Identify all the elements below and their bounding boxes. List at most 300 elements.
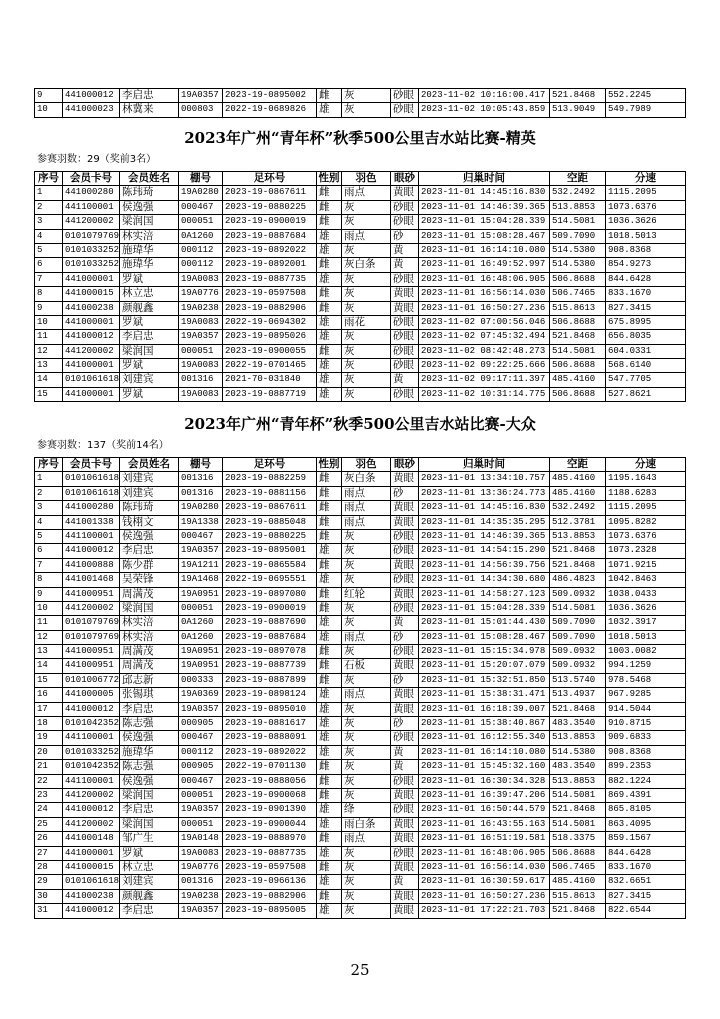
column-header-speed: 分速 xyxy=(606,172,686,186)
cell-ring-no: 2022-19-0695551 xyxy=(223,573,317,587)
cell-distance: 513.8853 xyxy=(550,201,606,215)
table-row xyxy=(35,230,686,244)
cell-ring-no: 2022-19-0701130 xyxy=(223,760,317,774)
cell-eye: 黄眼 xyxy=(391,472,419,486)
cell-sex: 雄 xyxy=(317,616,342,630)
cell-speed: 882.1224 xyxy=(606,775,686,789)
cell-sex: 雄 xyxy=(317,717,342,731)
cell-loft-no: 0A1260 xyxy=(179,230,223,244)
cell-arrival-time: 2023-11-02 07:45:32.494 xyxy=(419,330,550,344)
cell-loft-no: 19A0357 xyxy=(179,89,223,103)
cell-eye: 黄眼 xyxy=(391,861,419,875)
table-row xyxy=(35,359,686,373)
cell-speed: 1073.6376 xyxy=(606,201,686,215)
table-row xyxy=(35,487,686,501)
column-header-loft-no: 棚号 xyxy=(179,172,223,186)
cell-eye: 黄眼 xyxy=(391,501,419,515)
cell-loft-no: 000905 xyxy=(179,717,223,731)
cell-distance: 506.8688 xyxy=(550,316,606,330)
cell-ring-no: 2023-19-0895026 xyxy=(223,330,317,344)
cell-speed: 1032.3917 xyxy=(606,616,686,630)
cell-speed: 822.6544 xyxy=(606,904,686,918)
cell-distance: 509.7090 xyxy=(550,230,606,244)
column-header-eye: 眼砂 xyxy=(391,172,419,186)
cell-eye: 砂 xyxy=(391,674,419,688)
table-row xyxy=(35,516,686,530)
cell-feather-color: 灰 xyxy=(342,760,391,774)
cell-loft-no: 000905 xyxy=(179,760,223,774)
cell-feather-color: 灰 xyxy=(342,530,391,544)
cell-feather-color: 灰 xyxy=(342,287,391,301)
column-header-distance: 空距 xyxy=(550,172,606,186)
cell-ring-no: 2023-19-0888970 xyxy=(223,832,317,846)
cell-loft-no: 19A0357 xyxy=(179,330,223,344)
cell-feather-color: 灰 xyxy=(342,731,391,745)
cell-rank: 12 xyxy=(35,631,63,645)
table-row xyxy=(35,688,686,702)
cell-member-id: 441000238 xyxy=(63,890,120,904)
cell-distance: 515.8613 xyxy=(550,890,606,904)
cell-speed: 827.3415 xyxy=(606,890,686,904)
cell-sex: 雄 xyxy=(317,875,342,889)
column-header-sex: 性别 xyxy=(317,458,342,472)
cell-arrival-time: 2023-11-01 14:46:39.365 xyxy=(419,530,550,544)
cell-member-name: 侯逸强 xyxy=(120,201,179,215)
cell-member-id: 441000012 xyxy=(63,703,120,717)
cell-distance: 506.8688 xyxy=(550,847,606,861)
cell-loft-no: 001316 xyxy=(179,472,223,486)
cell-feather-color: 灰 xyxy=(342,703,391,717)
cell-loft-no: 000803 xyxy=(179,103,223,117)
table-row xyxy=(35,631,686,645)
cell-loft-no: 000467 xyxy=(179,731,223,745)
cell-speed: 1036.3626 xyxy=(606,215,686,229)
cell-distance: 485.4160 xyxy=(550,472,606,486)
cell-arrival-time: 2023-11-01 14:54:15.290 xyxy=(419,544,550,558)
cell-eye: 黄眼 xyxy=(391,818,419,832)
cell-member-id: 441200002 xyxy=(63,818,120,832)
cell-ring-no: 2023-19-0882906 xyxy=(223,302,317,316)
cell-member-name: 施瑋华 xyxy=(120,746,179,760)
cell-eye: 黄 xyxy=(391,616,419,630)
cell-sex: 雄 xyxy=(317,731,342,745)
cell-feather-color: 灰 xyxy=(342,775,391,789)
cell-feather-color: 绛 xyxy=(342,803,391,817)
cell-ring-no: 2023-19-0892022 xyxy=(223,244,317,258)
cell-ring-no: 2023-19-0887899 xyxy=(223,674,317,688)
cell-arrival-time: 2023-11-01 15:01:44.430 xyxy=(419,616,550,630)
cell-rank: 3 xyxy=(35,501,63,515)
cell-arrival-time: 2023-11-01 13:34:10.757 xyxy=(419,472,550,486)
cell-loft-no: 001316 xyxy=(179,373,223,387)
cell-speed: 604.0331 xyxy=(606,345,686,359)
cell-ring-no: 2023-19-0881617 xyxy=(223,717,317,731)
cell-eye: 砂 xyxy=(391,631,419,645)
cell-sex: 雄 xyxy=(317,573,342,587)
cell-loft-no: 19A0951 xyxy=(179,645,223,659)
cell-sex: 雌 xyxy=(317,530,342,544)
cell-feather-color: 灰 xyxy=(342,746,391,760)
cell-rank: 18 xyxy=(35,717,63,731)
cell-rank: 21 xyxy=(35,760,63,774)
cell-eye: 砂 xyxy=(391,717,419,731)
cell-member-id: 441000001 xyxy=(63,847,120,861)
cell-speed: 914.5044 xyxy=(606,703,686,717)
cell-member-id: 0101042352 xyxy=(63,717,120,731)
cell-sex: 雌 xyxy=(317,472,342,486)
table-row xyxy=(35,302,686,316)
cell-sex: 雌 xyxy=(317,602,342,616)
cell-loft-no: 001316 xyxy=(179,875,223,889)
cell-sex: 雌 xyxy=(317,186,342,200)
cell-ring-no: 2023-19-0887735 xyxy=(223,273,317,287)
table-row xyxy=(35,674,686,688)
cell-arrival-time: 2023-11-01 14:35:35.295 xyxy=(419,516,550,530)
cell-eye: 砂眼 xyxy=(391,273,419,287)
cell-rank: 7 xyxy=(35,559,63,573)
cell-eye: 砂眼 xyxy=(391,544,419,558)
cell-member-id: 441000012 xyxy=(63,803,120,817)
cell-arrival-time: 2023-11-02 10:05:43.859 xyxy=(419,103,550,117)
cell-sex: 雄 xyxy=(317,373,342,387)
cell-rank: 15 xyxy=(35,388,63,402)
cell-eye: 砂眼 xyxy=(391,388,419,402)
cell-speed: 1042.8463 xyxy=(606,573,686,587)
cell-arrival-time: 2023-11-01 15:20:07.079 xyxy=(419,659,550,673)
cell-rank: 17 xyxy=(35,703,63,717)
cell-feather-color: 雨点 xyxy=(342,487,391,501)
cell-sex: 雄 xyxy=(317,244,342,258)
cell-loft-no: 19A0369 xyxy=(179,688,223,702)
cell-rank: 28 xyxy=(35,861,63,875)
cell-arrival-time: 2023-11-02 08:42:48.273 xyxy=(419,345,550,359)
cell-member-id: 441000238 xyxy=(63,302,120,316)
cell-arrival-time: 2023-11-01 15:04:28.339 xyxy=(419,602,550,616)
cell-member-name: 张锡琪 xyxy=(120,688,179,702)
cell-sex: 雌 xyxy=(317,760,342,774)
cell-arrival-time: 2023-11-01 16:56:14.030 xyxy=(419,861,550,875)
cell-feather-color: 灰 xyxy=(342,559,391,573)
table-row xyxy=(35,530,686,544)
cell-ring-no: 2023-19-0882906 xyxy=(223,890,317,904)
cell-member-id: 441000012 xyxy=(63,544,120,558)
cell-member-name: 李启忠 xyxy=(120,89,179,103)
cell-distance: 506.7465 xyxy=(550,287,606,301)
table-row xyxy=(35,258,686,272)
cell-sex: 雌 xyxy=(317,302,342,316)
cell-distance: 521.8468 xyxy=(550,703,606,717)
table-row xyxy=(35,645,686,659)
table-row xyxy=(35,345,686,359)
cell-member-name: 陈志强 xyxy=(120,717,179,731)
cell-arrival-time: 2023-11-01 15:04:28.339 xyxy=(419,215,550,229)
column-header-loft-no: 棚号 xyxy=(179,458,223,472)
cell-member-id: 441000012 xyxy=(63,89,120,103)
cell-sex: 雄 xyxy=(317,544,342,558)
cell-loft-no: 000051 xyxy=(179,215,223,229)
column-header-speed: 分速 xyxy=(606,458,686,472)
cell-member-name: 梁润国 xyxy=(120,602,179,616)
table-row xyxy=(35,616,686,630)
elite-entry-summary: 参赛羽数：29（奖前3名） xyxy=(37,154,157,165)
cell-rank: 20 xyxy=(35,746,63,760)
cell-loft-no: 19A0083 xyxy=(179,388,223,402)
cell-sex: 雄 xyxy=(317,703,342,717)
cell-ring-no: 2023-19-0867611 xyxy=(223,186,317,200)
cell-rank: 16 xyxy=(35,688,63,702)
cell-distance: 515.8613 xyxy=(550,302,606,316)
cell-member-name: 李启忠 xyxy=(120,803,179,817)
cell-feather-color: 灰 xyxy=(342,244,391,258)
cell-ring-no: 2023-19-0895001 xyxy=(223,544,317,558)
cell-member-name: 梁润国 xyxy=(120,789,179,803)
cell-feather-color: 灰 xyxy=(342,789,391,803)
cell-ring-no: 2023-19-0887690 xyxy=(223,616,317,630)
table-row xyxy=(35,746,686,760)
cell-distance: 521.8468 xyxy=(550,330,606,344)
cell-member-id: 441200002 xyxy=(63,602,120,616)
cell-member-id: 441000148 xyxy=(63,832,120,846)
cell-ring-no: 2023-19-0900044 xyxy=(223,818,317,832)
cell-rank: 7 xyxy=(35,273,63,287)
cell-speed: 656.8035 xyxy=(606,330,686,344)
cell-ring-no: 2023-19-0966136 xyxy=(223,875,317,889)
cell-speed: 1195.1643 xyxy=(606,472,686,486)
cell-distance: 521.8468 xyxy=(550,89,606,103)
cell-member-id: 0101042352 xyxy=(63,760,120,774)
cell-arrival-time: 2023-11-01 16:39:47.206 xyxy=(419,789,550,803)
cell-speed: 547.7705 xyxy=(606,373,686,387)
cell-speed: 978.5468 xyxy=(606,674,686,688)
table-row xyxy=(35,904,686,918)
cell-member-name: 罗斌 xyxy=(120,273,179,287)
cell-member-name: 罗斌 xyxy=(120,359,179,373)
cell-rank: 22 xyxy=(35,775,63,789)
cell-member-name: 刘建宾 xyxy=(120,487,179,501)
table-row xyxy=(35,273,686,287)
cell-arrival-time: 2023-11-01 16:50:44.579 xyxy=(419,803,550,817)
cell-member-id: 441000951 xyxy=(63,659,120,673)
cell-member-name: 梁润国 xyxy=(120,345,179,359)
cell-loft-no: 000333 xyxy=(179,674,223,688)
cell-sex: 雌 xyxy=(317,890,342,904)
cell-ring-no: 2023-19-0881156 xyxy=(223,487,317,501)
cell-member-name: 侯逸强 xyxy=(120,530,179,544)
cell-eye: 砂眼 xyxy=(391,803,419,817)
cell-member-id: 0101033252 xyxy=(63,244,120,258)
cell-loft-no: 19A1338 xyxy=(179,516,223,530)
cell-eye: 砂眼 xyxy=(391,847,419,861)
table-row xyxy=(35,588,686,602)
table-row xyxy=(35,501,686,515)
cell-speed: 1036.3626 xyxy=(606,602,686,616)
cell-arrival-time: 2023-11-02 09:22:25.666 xyxy=(419,359,550,373)
cell-loft-no: 000467 xyxy=(179,201,223,215)
cell-loft-no: 000051 xyxy=(179,818,223,832)
cell-loft-no: 000467 xyxy=(179,775,223,789)
cell-speed: 833.1670 xyxy=(606,861,686,875)
cell-arrival-time: 2023-11-01 16:48:06.905 xyxy=(419,847,550,861)
column-header-distance: 空距 xyxy=(550,458,606,472)
cell-speed: 910.8715 xyxy=(606,717,686,731)
cell-eye: 砂眼 xyxy=(391,215,419,229)
cell-member-id: 0101033252 xyxy=(63,258,120,272)
cell-arrival-time: 2023-11-01 15:08:28.467 xyxy=(419,230,550,244)
cell-loft-no: 19A0238 xyxy=(179,302,223,316)
cell-distance: 509.0932 xyxy=(550,588,606,602)
cell-arrival-time: 2023-11-01 16:12:55.340 xyxy=(419,731,550,745)
cell-feather-color: 灰 xyxy=(342,861,391,875)
cell-speed: 1018.5013 xyxy=(606,631,686,645)
cell-member-name: 周满茂 xyxy=(120,645,179,659)
cell-eye: 黄眼 xyxy=(391,659,419,673)
cell-member-id: 441100001 xyxy=(63,530,120,544)
table-row xyxy=(35,789,686,803)
cell-member-id: 441200002 xyxy=(63,789,120,803)
cell-member-name: 李启忠 xyxy=(120,703,179,717)
cell-ring-no: 2023-19-0901390 xyxy=(223,803,317,817)
cell-arrival-time: 2023-11-01 16:14:10.080 xyxy=(419,244,550,258)
cell-ring-no: 2021-70-031840 xyxy=(223,373,317,387)
cell-rank: 6 xyxy=(35,544,63,558)
cell-member-id: 0101061618 xyxy=(63,472,120,486)
cell-distance: 509.0932 xyxy=(550,659,606,673)
cell-distance: 514.5081 xyxy=(550,215,606,229)
cell-speed: 833.1670 xyxy=(606,287,686,301)
cell-sex: 雄 xyxy=(317,818,342,832)
cell-rank: 9 xyxy=(35,302,63,316)
column-header-member-name: 会员姓名 xyxy=(120,458,179,472)
cell-distance: 509.0932 xyxy=(550,645,606,659)
table-row xyxy=(35,717,686,731)
column-header-member-id: 会员卡号 xyxy=(63,172,120,186)
cell-rank: 24 xyxy=(35,803,63,817)
cell-member-name: 李启忠 xyxy=(120,904,179,918)
cell-feather-color: 灰 xyxy=(342,345,391,359)
cell-ring-no: 2023-19-0887719 xyxy=(223,388,317,402)
table-row xyxy=(35,103,686,117)
table-row xyxy=(35,875,686,889)
cell-rank: 13 xyxy=(35,359,63,373)
cell-rank: 15 xyxy=(35,674,63,688)
table-row xyxy=(35,573,686,587)
cell-sex: 雌 xyxy=(317,89,342,103)
table-row xyxy=(35,244,686,258)
cell-eye: 砂眼 xyxy=(391,345,419,359)
cell-speed: 1003.0082 xyxy=(606,645,686,659)
cell-sex: 雌 xyxy=(317,659,342,673)
cell-feather-color: 灰 xyxy=(342,875,391,889)
cell-member-id: 441200002 xyxy=(63,215,120,229)
cell-distance: 509.7090 xyxy=(550,631,606,645)
cell-member-id: 441000005 xyxy=(63,688,120,702)
table-row xyxy=(35,832,686,846)
cell-distance: 514.5380 xyxy=(550,258,606,272)
cell-arrival-time: 2023-11-01 16:48:06.905 xyxy=(419,273,550,287)
cell-sex: 雄 xyxy=(317,230,342,244)
cell-ring-no: 2023-19-0888091 xyxy=(223,731,317,745)
cell-eye: 黄 xyxy=(391,746,419,760)
cell-feather-color: 雨点 xyxy=(342,501,391,515)
cell-feather-color: 雨花 xyxy=(342,316,391,330)
cell-ring-no: 2023-19-0867611 xyxy=(223,501,317,515)
cell-speed: 832.6651 xyxy=(606,875,686,889)
cell-loft-no: 19A0083 xyxy=(179,273,223,287)
cell-rank: 31 xyxy=(35,904,63,918)
cell-arrival-time: 2023-11-01 16:43:55.163 xyxy=(419,818,550,832)
cell-speed: 1073.2328 xyxy=(606,544,686,558)
cell-rank: 9 xyxy=(35,89,63,103)
cell-loft-no: 19A0357 xyxy=(179,703,223,717)
cell-member-id: 441000951 xyxy=(63,588,120,602)
table-row xyxy=(35,373,686,387)
cell-rank: 9 xyxy=(35,588,63,602)
cell-eye: 黄眼 xyxy=(391,559,419,573)
cell-sex: 雄 xyxy=(317,746,342,760)
table-row xyxy=(35,287,686,301)
cell-distance: 514.5081 xyxy=(550,789,606,803)
cell-eye: 黄眼 xyxy=(391,703,419,717)
cell-speed: 827.3415 xyxy=(606,302,686,316)
cell-distance: 483.3540 xyxy=(550,717,606,731)
column-header-arrival-time: 归巢时间 xyxy=(419,172,550,186)
cell-ring-no: 2023-19-0892022 xyxy=(223,746,317,760)
cell-ring-no: 2023-19-0887735 xyxy=(223,847,317,861)
cell-ring-no: 2023-19-0892001 xyxy=(223,258,317,272)
cell-feather-color: 灰 xyxy=(342,573,391,587)
cell-distance: 506.7465 xyxy=(550,861,606,875)
cell-feather-color: 雨点 xyxy=(342,230,391,244)
cell-rank: 2 xyxy=(35,487,63,501)
cell-speed: 844.6428 xyxy=(606,273,686,287)
cell-member-name: 李启忠 xyxy=(120,544,179,558)
cell-feather-color: 灰 xyxy=(342,616,391,630)
cell-loft-no: 19A0148 xyxy=(179,832,223,846)
cell-rank: 3 xyxy=(35,215,63,229)
cell-loft-no: 19A0083 xyxy=(179,316,223,330)
cell-eye: 黄眼 xyxy=(391,890,419,904)
cell-member-name: 邹广生 xyxy=(120,832,179,846)
cell-loft-no: 000051 xyxy=(179,345,223,359)
cell-member-name: 罗斌 xyxy=(120,316,179,330)
cell-arrival-time: 2023-11-01 16:18:39.007 xyxy=(419,703,550,717)
cell-feather-color: 雨点 xyxy=(342,186,391,200)
cell-loft-no: 000467 xyxy=(179,530,223,544)
cell-arrival-time: 2023-11-02 10:16:00.417 xyxy=(419,89,550,103)
cell-member-id: 0101061618 xyxy=(63,487,120,501)
cell-rank: 5 xyxy=(35,244,63,258)
table-row xyxy=(35,890,686,904)
cell-member-id: 441000001 xyxy=(63,316,120,330)
cell-rank: 14 xyxy=(35,373,63,387)
cell-distance: 532.2492 xyxy=(550,186,606,200)
cell-ring-no: 2023-19-0900055 xyxy=(223,345,317,359)
cell-eye: 黄 xyxy=(391,875,419,889)
elite-section-title: 2023年广州“青年杯”秋季500公里吉水站比赛-精英 xyxy=(184,129,536,147)
cell-speed: 1115.2095 xyxy=(606,186,686,200)
cell-distance: 518.3375 xyxy=(550,832,606,846)
cell-rank: 4 xyxy=(35,516,63,530)
cell-member-name: 邱志新 xyxy=(120,674,179,688)
cell-feather-color: 雨白条 xyxy=(342,818,391,832)
cell-speed: 527.8621 xyxy=(606,388,686,402)
cell-distance: 514.5081 xyxy=(550,602,606,616)
cell-arrival-time: 2023-11-02 09:17:11.397 xyxy=(419,373,550,387)
cell-rank: 27 xyxy=(35,847,63,861)
cell-sex: 雄 xyxy=(317,631,342,645)
table-row xyxy=(35,388,686,402)
cell-sex: 雌 xyxy=(317,501,342,515)
